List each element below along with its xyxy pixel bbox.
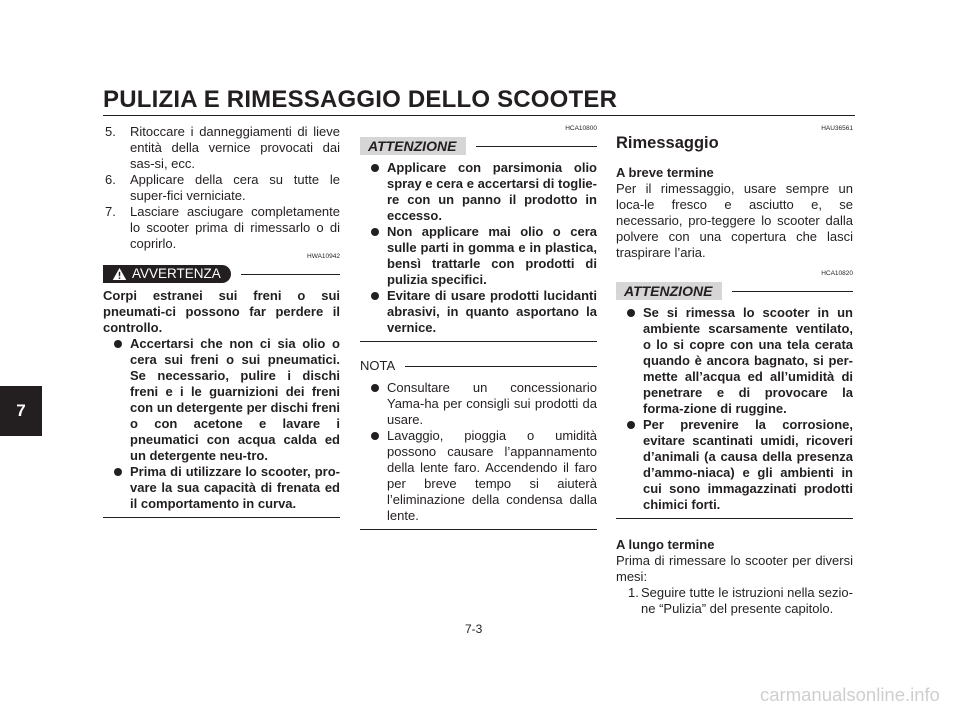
short-term-text: Per il rimessaggio, usare sempre un loca-le fresco e asciutto e, se necessario, pro-teggere lo scooter dalla polvere con una copertura che lasci traspirare l’aria. [616,181,853,260]
short-term-title: A breve termine [616,165,714,180]
nota-bullet: Consultare un concessionario Yama-ha per consigli sui prodotti da usare. [360,380,597,428]
numbered-item: 6. Applicare della cera su tutte le super-fici verniciate. [105,172,340,203]
attention-badge: ATTENZIONE [616,282,722,300]
title-rule [103,115,855,116]
nota-end-rule [360,529,597,530]
bullet-icon [371,384,379,392]
nota-bullet: Lavaggio, pioggia o umidità possono causare l’appannamento della lente faro. Accendendo il faro per breve tempo si aiuterà l’eliminazione della condensa dalla lente. [360,428,597,524]
long-term-text: Prima di rimessare lo scooter per diversi mesi: [616,553,853,584]
warning-label: AVVERTENZA [132,266,221,281]
attention-code: HCA10820 [821,270,853,277]
warning-bullet: Prima di utilizzare lo scooter, pro-vare la sua capacità di frenata ed il comportamento in curva. [103,464,340,512]
bullet-icon [371,164,379,172]
nota-header-line [405,366,597,367]
attention-header [360,136,597,156]
numbered-item: 1. Seguire tutte le istruzioni nella sezio-ne “Pulizia” del presente capitolo. [628,585,853,616]
watermark: carmanualsonline.info [760,684,940,705]
bullet-icon [371,228,379,236]
chapter-tab: 7 [0,386,42,436]
nota-label: NOTA [360,358,396,373]
warning-end-rule [103,517,340,518]
numbered-item: 7. Lasciare asciugare completamente lo scooter prima di rimessarlo o di coprirlo. [105,204,340,251]
section-code: HAU36561 [821,125,853,132]
long-term-title: A lungo termine [616,537,715,552]
section-title: Rimessaggio [616,134,719,152]
attention-bullet: Evitare di usare prodotti lucidanti abrasivi, in quanto asportano la vernice. [360,288,597,336]
nota-header [360,356,597,376]
warning-header [103,264,340,284]
warning-header-line [241,274,340,275]
attention-end-rule [360,341,597,342]
bullet-icon [114,468,122,476]
attention-end-rule [616,518,853,519]
warning-bullet: Accertarsi che non ci sia olio o cera sui freni o sui pneumatici. Se necessario, pulire i dischi freni e i le guarnizioni dei freni con un detergente per dischi freni o con acetone e lavare i pneumatici con acqua calda ed un detergente neu-tro. [103,336,340,464]
warning-intro: Corpi estranei sui freni o sui pneumati-ci possono far perdere il controllo. [103,288,340,335]
bullet-icon [627,309,635,317]
numbered-item: 5. Ritoccare i danneggiamenti di lieve entità della vernice provocati dai sas-si, ecc. [105,124,340,171]
page-number: 7-3 [465,622,483,636]
column-3 [616,124,853,617]
page-title: PULIZIA E RIMESSAGGIO DELLO SCOOTER [103,86,618,113]
attention-header [616,281,853,301]
bullet-icon [114,340,122,348]
column-2 [360,124,597,530]
bullet-icon [371,432,379,440]
warning-triangle-icon [112,267,127,281]
attention-header-line [476,146,597,147]
attention-bullet: Applicare con parsimonia olio spray e cera e accertarsi di toglie-re con un panno il prodotto in eccesso. [360,160,597,224]
attention-bullet: Se si rimessa lo scooter in un ambiente scarsamente ventilato, o lo si copre con una tela cerata quando è ancora bagnato, si per-mette all’acqua ed all’umidità di penetrare e di provocare la forma-zione di ruggine. [616,305,853,417]
attention-bullet: Per prevenire la corrosione, evitare scantinati umidi, ricoveri d’animali (a causa della presenza d’ammo-niaca) e gli ambienti in cui sono immagazzinati prodotti chimici forti. [616,417,853,513]
attention-bullet: Non applicare mai olio o cera sulle parti in gomma e in plastica, bensì trattarle con prodotti di pulizia specifici. [360,224,597,288]
attention-badge: ATTENZIONE [360,137,466,155]
attention-code: HCA10800 [565,125,597,132]
bullet-icon [627,421,635,429]
bullet-icon [371,292,379,300]
warning-code: HWA10942 [307,253,340,260]
column-1 [103,124,340,518]
warning-badge [103,265,231,283]
attention-header-line [732,291,853,292]
